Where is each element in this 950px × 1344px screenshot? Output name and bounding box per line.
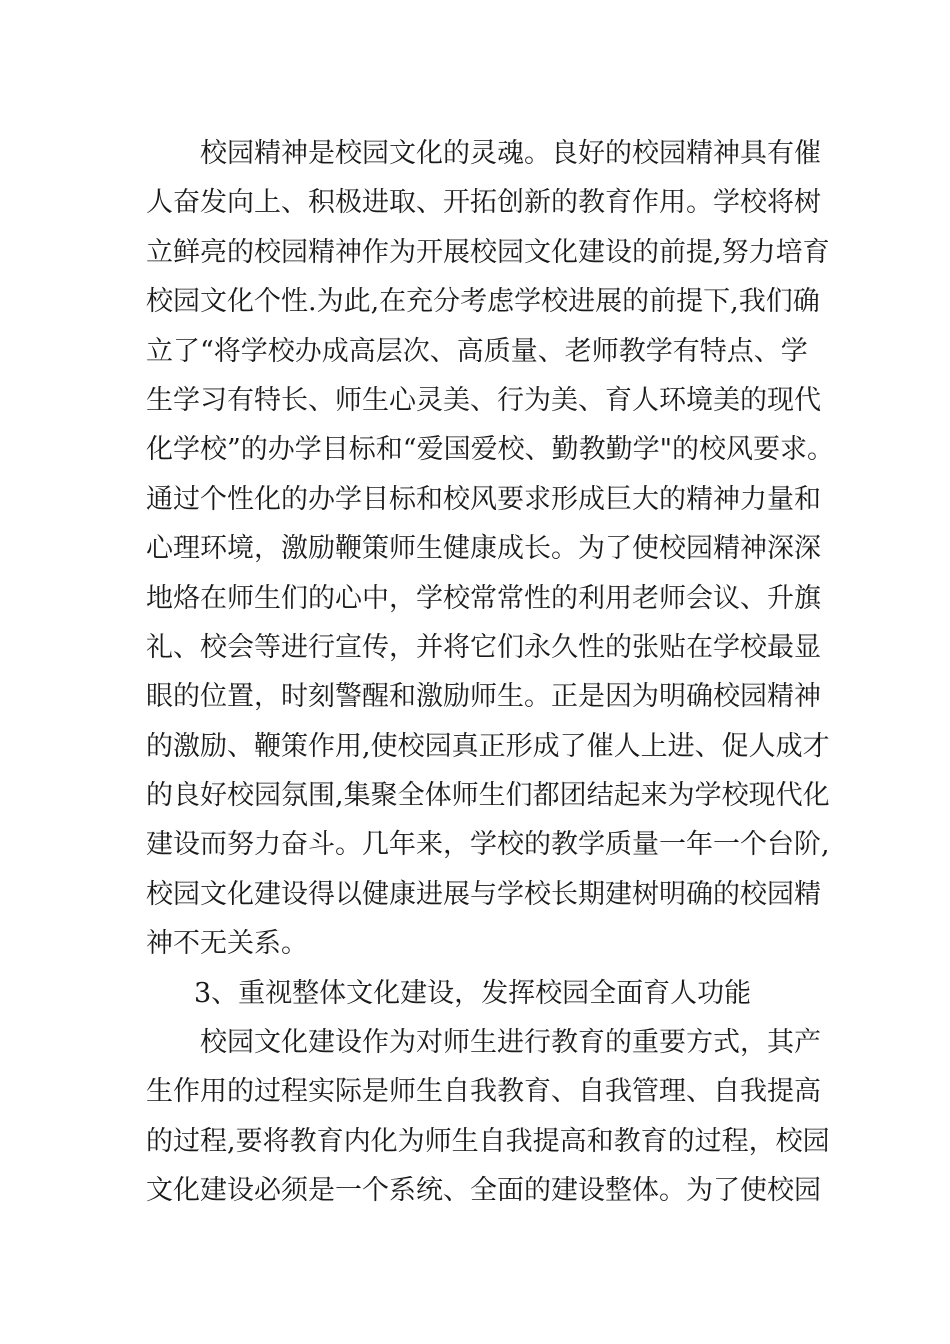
paragraph-line: 校园精神是校园文化的灵魂。良好的校园精神具有催 — [200, 138, 821, 169]
paragraph-line: 立鲜亮的校园精神作为开展校园文化建设的前提,努力培育 — [146, 236, 830, 268]
paragraph-line: 建设而努力奋斗。几年来，学校的教学质量一年一个台阶, — [146, 829, 830, 861]
paragraph-line: 立了“将学校办成高层次、高质量、老师教学有特点、学 — [146, 335, 808, 367]
paragraph-line: 校园文化建设得以健康进展与学校长期建树明确的校园精 — [146, 878, 821, 910]
paragraph-line: 地烙在师生们的心中，学校常常性的利用老师会议、升旗 — [146, 582, 821, 614]
paragraph-line: 心理环境，激励鞭策师生健康成长。为了使校园精神深深 — [146, 533, 821, 565]
paragraph-line: 化学校”的办学目标和“爱国爱校、勤教勤学"的校风要求。 — [146, 434, 835, 466]
paragraph-line: 神不无关系。 — [146, 928, 308, 960]
paragraph-line: 文化建设必须是一个系统、全面的建设整体。为了使校园 — [146, 1175, 821, 1207]
paragraph-line: 礼、校会等进行宣传，并将它们永久性的张贴在学校最显 — [146, 631, 821, 663]
paragraph-line: 的过程,要将教育内化为师生自我提高和教育的过程，校园 — [146, 1125, 830, 1157]
paragraph-line: 人奋发向上、积极进取、开拓创新的教育作用。学校将树 — [146, 187, 821, 219]
paragraph-line: 的良好校园氛围,集聚全体师生们都团结起来为学校现代化 — [146, 780, 830, 812]
paragraph-line: 校园文化个性.为此,在充分考虑学校进展的前提下,我们确 — [146, 286, 820, 318]
paragraph-line: 通过个性化的办学目标和校风要求形成巨大的精神力量和 — [146, 483, 821, 515]
paragraph-line: 生作用的过程实际是师生自我教育、自我管理、自我提高 — [146, 1076, 821, 1108]
body-text — [146, 129, 835, 1216]
paragraph-line: 校园文化建设作为对师生进行教育的重要方式，其产 — [200, 1027, 821, 1059]
paragraph-line: 生学习有特长、师生心灵美、行为美、育人环境美的现代 — [146, 384, 821, 416]
paragraph-line: 的激励、鞭策作用,使校园真正形成了催人上进、促人成才 — [146, 730, 830, 762]
paragraph-line: 眼的位置，时刻警醒和激励师生。正是因为明确校园精神 — [146, 681, 821, 713]
section-heading: 3、重视整体文化建设，发挥校园全面育人功能 — [194, 977, 752, 1009]
